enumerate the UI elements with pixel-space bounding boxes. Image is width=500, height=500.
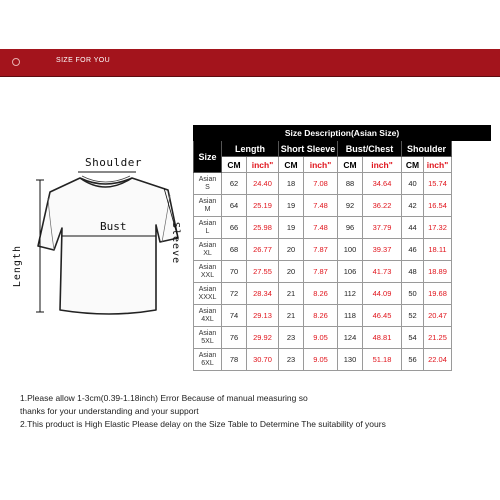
shoulder-inch: 20.47 xyxy=(424,305,452,327)
table-row xyxy=(194,283,491,305)
unit-inch: inch" xyxy=(304,157,338,173)
length-cm: 76 xyxy=(222,327,247,349)
bust-cm: 124 xyxy=(338,327,363,349)
bust-inch: 37.79 xyxy=(363,217,402,239)
shoulder-cm: 44 xyxy=(402,217,424,239)
sleeve-cm: 23 xyxy=(279,349,304,371)
table-row xyxy=(194,239,491,261)
tshirt-icon xyxy=(10,150,195,365)
shoulder-inch: 21.25 xyxy=(424,327,452,349)
table-row xyxy=(194,261,491,283)
shoulder-inch: 17.32 xyxy=(424,217,452,239)
bust-inch: 51.18 xyxy=(363,349,402,371)
size-cell: Asian 4XL xyxy=(194,305,222,327)
sleeve-cm: 20 xyxy=(279,261,304,283)
length-inch: 30.70 xyxy=(247,349,279,371)
header-size: Size xyxy=(194,141,222,173)
shoulder-cm: 54 xyxy=(402,327,424,349)
header-short-sleeve: Short Sleeve xyxy=(279,141,338,157)
sleeve-inch: 8.26 xyxy=(304,305,338,327)
shoulder-cm: 42 xyxy=(402,195,424,217)
shoulder-inch: 22.04 xyxy=(424,349,452,371)
bust-cm: 130 xyxy=(338,349,363,371)
note-line-2: thanks for your understanding and your support xyxy=(20,406,199,416)
sleeve-cm: 23 xyxy=(279,327,304,349)
unit-cm: CM xyxy=(279,157,304,173)
shoulder-label: Shoulder xyxy=(85,156,142,169)
banner-title: SIZE FOR YOU xyxy=(56,57,111,64)
size-cell: Asian 6XL xyxy=(194,349,222,371)
header-shoulder: Shoulder xyxy=(402,141,452,157)
bust-cm: 112 xyxy=(338,283,363,305)
length-cm: 74 xyxy=(222,305,247,327)
table-row xyxy=(194,195,491,217)
bust-cm: 106 xyxy=(338,261,363,283)
shoulder-inch: 18.11 xyxy=(424,239,452,261)
note-line-1: 1.Please allow 1-3cm(0.39-1.18inch) Error Because of manual measuring so xyxy=(20,393,308,403)
sleeve-inch: 7.87 xyxy=(304,239,338,261)
shoulder-inch: 15.74 xyxy=(424,173,452,195)
length-inch: 24.40 xyxy=(247,173,279,195)
sleeve-inch: 7.48 xyxy=(304,217,338,239)
size-cell: Asian XXXL xyxy=(194,283,222,305)
shoulder-inch: 18.89 xyxy=(424,261,452,283)
length-inch: 29.13 xyxy=(247,305,279,327)
length-inch: 28.34 xyxy=(247,283,279,305)
length-cm: 66 xyxy=(222,217,247,239)
length-cm: 64 xyxy=(222,195,247,217)
size-cell: Asian S xyxy=(194,173,222,195)
hang-hole-icon xyxy=(12,58,20,66)
bust-inch: 44.09 xyxy=(363,283,402,305)
shoulder-inch: 19.68 xyxy=(424,283,452,305)
shoulder-cm: 52 xyxy=(402,305,424,327)
size-cell: Asian M xyxy=(194,195,222,217)
header-length: Length xyxy=(222,141,279,157)
sleeve-cm: 19 xyxy=(279,195,304,217)
length-cm: 70 xyxy=(222,261,247,283)
bust-inch: 39.37 xyxy=(363,239,402,261)
shoulder-cm: 56 xyxy=(402,349,424,371)
shoulder-cm: 46 xyxy=(402,239,424,261)
unit-inch: inch" xyxy=(424,157,452,173)
size-banner xyxy=(0,49,500,77)
bust-label: Bust xyxy=(100,220,127,233)
table-row xyxy=(194,173,491,195)
table-caption: Size Description(Asian Size) xyxy=(194,126,491,141)
table-row xyxy=(194,349,491,371)
shoulder-cm: 40 xyxy=(402,173,424,195)
size-cell: Asian L xyxy=(194,217,222,239)
length-inch: 29.92 xyxy=(247,327,279,349)
table-header-row xyxy=(194,141,491,157)
sleeve-cm: 21 xyxy=(279,305,304,327)
length-inch: 27.55 xyxy=(247,261,279,283)
unit-cm: CM xyxy=(402,157,424,173)
sleeve-inch: 8.26 xyxy=(304,283,338,305)
sleeve-label: Sleeve xyxy=(170,222,181,265)
bust-inch: 36.22 xyxy=(363,195,402,217)
shoulder-cm: 50 xyxy=(402,283,424,305)
length-cm: 78 xyxy=(222,349,247,371)
sleeve-cm: 19 xyxy=(279,217,304,239)
shoulder-cm: 48 xyxy=(402,261,424,283)
bust-inch: 34.64 xyxy=(363,173,402,195)
bust-inch: 41.73 xyxy=(363,261,402,283)
table-row xyxy=(194,217,491,239)
shoulder-inch: 16.54 xyxy=(424,195,452,217)
size-cell: Asian XL xyxy=(194,239,222,261)
table-unit-row xyxy=(194,157,491,173)
unit-cm: CM xyxy=(338,157,363,173)
size-table xyxy=(193,125,491,371)
header-bust-chest: Bust/Chest xyxy=(338,141,402,157)
table-caption-row xyxy=(194,126,491,141)
length-cm: 68 xyxy=(222,239,247,261)
bust-inch: 48.81 xyxy=(363,327,402,349)
notes xyxy=(20,392,386,431)
sleeve-inch: 9.05 xyxy=(304,349,338,371)
sleeve-inch: 7.48 xyxy=(304,195,338,217)
length-inch: 25.98 xyxy=(247,217,279,239)
sleeve-inch: 9.05 xyxy=(304,327,338,349)
sleeve-cm: 21 xyxy=(279,283,304,305)
unit-inch: inch" xyxy=(363,157,402,173)
bust-cm: 100 xyxy=(338,239,363,261)
bust-cm: 88 xyxy=(338,173,363,195)
bust-cm: 118 xyxy=(338,305,363,327)
length-label: Length xyxy=(12,245,23,288)
table-row xyxy=(194,305,491,327)
sleeve-cm: 18 xyxy=(279,173,304,195)
sleeve-cm: 20 xyxy=(279,239,304,261)
table-row xyxy=(194,327,491,349)
sleeve-inch: 7.87 xyxy=(304,261,338,283)
bust-cm: 92 xyxy=(338,195,363,217)
tshirt-diagram xyxy=(10,150,195,365)
length-inch: 25.19 xyxy=(247,195,279,217)
size-cell: Asian 5XL xyxy=(194,327,222,349)
note-line-3: 2.This product is High Elastic Please delay on the Size Table to Determine The suitability of yours xyxy=(20,419,386,429)
length-cm: 72 xyxy=(222,283,247,305)
bust-inch: 46.45 xyxy=(363,305,402,327)
unit-inch: inch" xyxy=(247,157,279,173)
length-cm: 62 xyxy=(222,173,247,195)
bust-cm: 96 xyxy=(338,217,363,239)
size-cell: Asian XXL xyxy=(194,261,222,283)
sleeve-inch: 7.08 xyxy=(304,173,338,195)
length-inch: 26.77 xyxy=(247,239,279,261)
unit-cm: CM xyxy=(222,157,247,173)
